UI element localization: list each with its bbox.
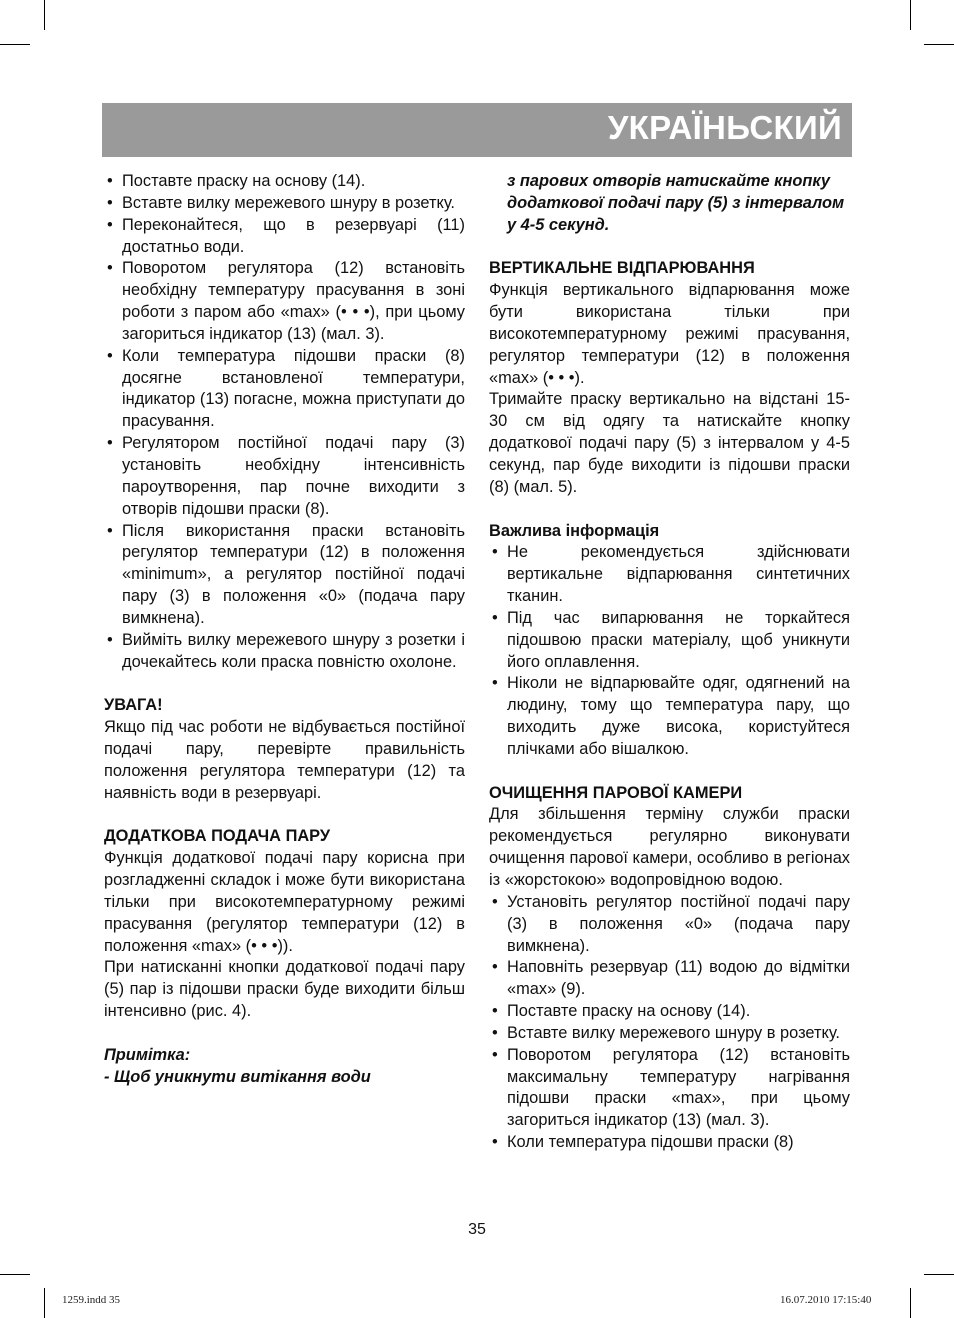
crop-mark	[924, 1274, 954, 1275]
warning-text: Якщо під час роботи не відбувається постійної подачі пару, перевірте правильність положення регулятора температури (12) та наявність води в резервуарі.	[104, 718, 465, 802]
crop-mark	[910, 1288, 911, 1318]
list-item: • Поворотом регулятора (12) встановіть необхідну температуру прасування в зоні роботи з паром або «max» (• • •), при цьому загориться індикатор (13) (мал. 3).	[104, 258, 465, 345]
list-item: • Коли температура підошви праски (8) досягне встановленої температури, індикатор (13) погасне, можна приступати до прасування.	[104, 346, 465, 433]
crop-mark	[924, 44, 954, 45]
list-item: • Установіть регулятор постійної подачі пару (3) в положення «0» (подача пару вимкнена).	[489, 892, 850, 958]
list-item: • Наповніть резервуар (11) водою до відмітки «max» (9).	[489, 957, 850, 1001]
note-text-continued: з парових отворів натискайте кнопку додаткової подачі пару (5) з інтервалом у 4-5 секунд.	[507, 172, 845, 234]
file-slug: 1259.indd 35	[62, 1294, 121, 1306]
list-item: • Поворотом регулятора (12) встановіть максимальну температуру нагрівання підошви праски «max», при цьому загориться індикатор (13) (мал. 3).	[489, 1045, 850, 1132]
cleaning-heading: ОЧИЩЕННЯ ПАРОВОЇ КАМЕРИ	[489, 783, 743, 802]
list-item: • Поставте праску на основу (14).	[104, 171, 465, 193]
list-item: • Вставте вилку мережевого шнуру в розетку.	[489, 1023, 850, 1045]
list-item: • Переконайтеся, що в резервуарі (11) достатньо води.	[104, 215, 465, 259]
left-column	[104, 171, 465, 1088]
instructions-list	[104, 171, 465, 673]
list-item: • Після використання праски встановіть регулятор температури (12) в положення «minimum», а регулятор постійної подачі пару (3) в положення «0» (подача пару вимкнена).	[104, 521, 465, 630]
list-item: • Регулятором постійної подачі пару (3) установіть необхідну інтенсивність пароутворення, пар почне виходити з отворів підошви праски (8).	[104, 433, 465, 520]
page-number: 35	[468, 1221, 486, 1238]
list-item: • Вставте вилку мережевого шнуру в розетку.	[104, 193, 465, 215]
cleaning-steps-list	[489, 892, 850, 1154]
note-text: - Щоб уникнути витікання води	[104, 1067, 371, 1086]
vertical-steam-heading: ВЕРТИКАЛЬНЕ ВІДПАРЮВАННЯ	[489, 259, 755, 278]
list-item: • Вийміть вилку мережевого шнуру з розетки і дочекайтесь коли праска повністю охолоне.	[104, 630, 465, 674]
list-item: • Під час випарювання не торкайтеся підошвою праски матеріалу, щоб уникнути його оплавлення.	[489, 608, 850, 674]
note-heading: Примітка:	[104, 1045, 191, 1064]
crop-mark	[44, 1288, 45, 1318]
language-title: УКРАЇНЬСКИЙ	[607, 109, 842, 146]
cleaning-paragraph: Для збільшення терміну служби праски рекомендується регулярно виконувати очищення парової камери, особливо в регіонах із «жорстокою» водопровідною водою.	[489, 805, 850, 889]
crop-mark	[910, 0, 911, 30]
language-banner	[102, 103, 852, 157]
extra-steam-paragraph: Функція додаткової подачі пару корисна при розгладженні складок і може бути використана тільки при високотемпературному режимі прасування (регулятор температури (12) в положення «max» (• • •)).	[104, 849, 465, 955]
right-column	[489, 171, 850, 1154]
important-info-list	[489, 542, 850, 760]
vertical-steam-paragraph: Функція вертикального відпарювання може бути використана тільки при високотемпературному режимі прасування, регулятор температури (12) в положення «max» (• • •).	[489, 281, 850, 387]
extra-steam-heading: ДОДАТКОВА ПОДАЧА ПАРУ	[104, 827, 331, 846]
crop-mark	[0, 1274, 30, 1275]
important-info-heading: Важлива інформація	[489, 521, 660, 540]
list-item: • Коли температура підошви праски (8)	[489, 1132, 850, 1154]
list-item: • Не рекомендується здійснювати вертикальне відпарювання синтетичних тканин.	[489, 542, 850, 608]
date-slug: 16.07.2010 17:15:40	[780, 1294, 872, 1306]
crop-mark	[44, 0, 45, 30]
list-item: • Поставте праску на основу (14).	[489, 1001, 850, 1023]
warning-heading: УВАГА!	[104, 696, 163, 715]
list-item: • Ніколи не відпарювайте одяг, одягнений на людину, тому що температура пару, що виходить дуже висока, користуйтеся плічками або вішалкою.	[489, 673, 850, 760]
extra-steam-paragraph: При натисканні кнопки додаткової подачі пару (5) пар із підошви праски буде виходити більш інтенсивно (рис. 4).	[104, 958, 465, 1021]
crop-mark	[0, 44, 30, 45]
vertical-steam-paragraph: Тримайте праску вертикально на відстані 15-30 см від одягу та натискайте кнопку додаткової подачі пару (5) з інтервалом у 4-5 секунд, пар буде виходити із підошви праски (8) (мал. 5).	[489, 390, 850, 496]
